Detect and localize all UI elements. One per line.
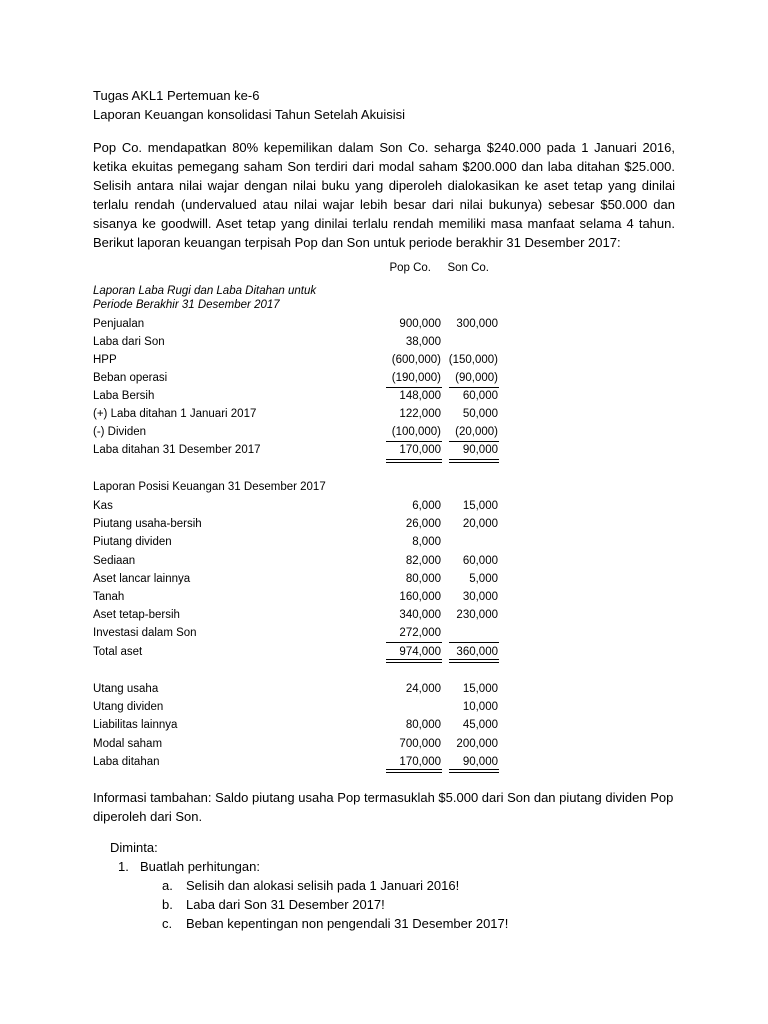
asset-son-value: 20,000 <box>462 518 498 531</box>
underline-son-dividend <box>449 441 499 442</box>
col-header-son: Son Co. <box>447 262 489 274</box>
asset-son-value: 5,000 <box>469 572 498 585</box>
additional-info: Informasi tambahan: Saldo piutang usaha Pop termasuklah $5.000 dari Son dan piutang dividen Pop diperoleh dari Son. <box>93 790 674 824</box>
income-pop-value: 122,000 <box>399 408 441 420</box>
asset-pop-value: 26,000 <box>405 518 441 531</box>
income-heading-line2: Periode Berakhir 31 Desember 2017 <box>93 299 280 311</box>
income-son-value: 50,000 <box>462 408 498 420</box>
underline-pop-assets <box>386 642 442 643</box>
liability-son-value: 90,000 <box>462 755 498 768</box>
sub-item-letter: c. <box>162 916 173 931</box>
asset-son-value: 360,000 <box>456 645 498 658</box>
asset-pop-value: 8,000 <box>412 536 441 549</box>
assignment-subtitle: Laporan Keuangan konsolidasi Tahun Setelah Akuisisi <box>93 107 405 122</box>
liability-son-value: 10,000 <box>462 701 498 714</box>
asset-row <box>93 624 503 642</box>
income-label: (+) Laba ditahan 1 Januari 2017 <box>93 408 257 420</box>
asset-row <box>93 533 503 551</box>
liability-son-value: 15,000 <box>462 683 498 695</box>
asset-pop-value: 80,000 <box>405 572 441 585</box>
sub-item-text: Laba dari Son 31 Desember 2017! <box>186 897 385 912</box>
asset-label: Aset tetap-bersih <box>93 609 180 622</box>
income-pop-value: 170,000 <box>399 444 441 456</box>
asset-pop-value: 340,000 <box>399 609 441 622</box>
income-son-value: (20,000) <box>455 426 498 438</box>
sub-item-letter: a. <box>162 878 173 893</box>
income-son-value: 90,000 <box>462 444 498 456</box>
asset-pop-value: 160,000 <box>399 591 441 603</box>
liability-row <box>93 698 503 716</box>
document-header <box>93 86 675 252</box>
income-label: (-) Dividen <box>93 426 147 438</box>
sub-item-text: Selisih dan alokasi selisih pada 1 Januari 2016! <box>186 878 460 893</box>
asset-row <box>93 497 503 515</box>
income-heading-line1: Laporan Laba Rugi dan Laba Ditahan untuk <box>93 285 317 297</box>
income-row <box>93 315 503 333</box>
income-label: Laba dari Son <box>93 336 165 348</box>
income-pop-value: 148,000 <box>399 390 441 402</box>
income-pop-value: 900,000 <box>399 318 441 330</box>
double-underline-pop-equity <box>386 769 442 773</box>
income-label: HPP <box>93 354 117 366</box>
column-headers <box>93 262 503 278</box>
asset-row <box>93 643 503 661</box>
asset-son-value: 30,000 <box>462 591 498 603</box>
asset-row <box>93 606 503 624</box>
asset-row <box>93 588 503 606</box>
asset-son-value: 15,000 <box>462 500 498 512</box>
sub-item-text: Beban kepentingan non pengendali 31 Desember 2017! <box>186 916 509 931</box>
income-pop-value: (190,000) <box>391 372 441 384</box>
underline-son-operating <box>449 387 499 388</box>
liability-son-value: 200,000 <box>456 737 498 750</box>
liability-label: Laba ditahan <box>93 755 160 768</box>
asset-pop-value: 6,000 <box>412 500 441 512</box>
asset-son-value: 230,000 <box>456 609 498 622</box>
liability-son-value: 45,000 <box>462 719 498 732</box>
asked-item-1 <box>110 857 630 876</box>
asked-item-number: 1. <box>118 859 129 874</box>
col-header-pop: Pop Co. <box>389 262 431 274</box>
liability-pop-value: 24,000 <box>405 683 441 695</box>
asset-label: Total aset <box>93 645 143 658</box>
income-pop-value: 38,000 <box>405 336 441 348</box>
income-pop-value: (100,000) <box>391 426 441 438</box>
asset-label: Investasi dalam Son <box>93 627 197 640</box>
liability-label: Modal saham <box>93 737 163 750</box>
liability-row <box>93 716 503 734</box>
income-label: Laba Bersih <box>93 390 155 402</box>
intro-paragraph: Pop Co. mendapatkan 80% kepemilikan dalam Son Co. seharga $240.000 pada 1 Januari 2016, ketika ekuitas pemegang saham Son terdiri dari modal saham $200.000 dan laba ditahan $25.000. Selisih antara nilai wajar dengan nilai buku yang diperoleh dialokasikan ke aset tetap yang dinilai terlalu rendah (undervalued atau nilai wajar lebih besar dari nilai bukunya) sebesar $50.000 dan sisanya ke goodwill. Aset tetap yang dinilai terlalu rendah memiliki masa manfaat selama 4 tahun. Berikut laporan keuangan terpisah Pop dan Son untuk periode berakhir 31 Desember 2017: <box>93 140 675 250</box>
income-row <box>93 423 503 441</box>
double-underline-pop-re <box>386 459 442 463</box>
asked-section <box>110 838 670 931</box>
liability-pop-value: 80,000 <box>405 719 441 732</box>
sub-item-letter: b. <box>162 897 173 912</box>
double-underline-son-equity <box>449 769 499 773</box>
asset-label: Piutang usaha-bersih <box>93 518 202 531</box>
income-label: Laba ditahan 31 Desember 2017 <box>93 444 261 456</box>
income-row <box>93 369 503 387</box>
income-row <box>93 387 503 405</box>
liability-label: Utang dividen <box>93 701 164 714</box>
asset-label: Kas <box>93 500 113 512</box>
income-son-value: (150,000) <box>448 354 498 366</box>
asset-row <box>93 515 503 533</box>
liability-label: Utang usaha <box>93 683 159 695</box>
asked-item-text: Buatlah perhitungan: <box>140 859 260 874</box>
income-pop-value: (600,000) <box>391 354 441 366</box>
balance-sheet-heading: Laporan Posisi Keuangan 31 Desember 2017 <box>93 481 326 493</box>
asset-label: Piutang dividen <box>93 536 172 549</box>
asset-row <box>93 552 503 570</box>
double-underline-son-total <box>449 659 499 663</box>
income-row <box>93 441 503 459</box>
underline-son-assets <box>449 642 499 643</box>
liability-label: Liabilitas lainnya <box>93 719 178 732</box>
income-son-value: 60,000 <box>462 390 498 402</box>
asset-pop-value: 82,000 <box>405 554 441 567</box>
asset-pop-value: 272,000 <box>399 627 441 640</box>
double-underline-son-re <box>449 459 499 463</box>
asset-label: Tanah <box>93 591 125 603</box>
income-row <box>93 351 503 369</box>
income-label: Penjualan <box>93 318 145 330</box>
underline-pop-dividend <box>386 441 442 442</box>
liability-pop-value: 700,000 <box>399 737 441 750</box>
asked-title: Diminta: <box>110 840 158 855</box>
income-statement-heading <box>93 284 316 312</box>
liability-row <box>93 735 503 753</box>
income-row <box>93 405 503 423</box>
underline-pop-operating <box>386 387 442 388</box>
income-son-value: (90,000) <box>455 372 498 384</box>
asset-row <box>93 570 503 588</box>
asset-label: Aset lancar lainnya <box>93 572 191 585</box>
asset-label: Sediaan <box>93 554 136 567</box>
assignment-title: Tugas AKL1 Pertemuan ke-6 <box>93 88 260 103</box>
liability-pop-value: 170,000 <box>399 755 441 768</box>
income-son-value: 300,000 <box>456 318 498 330</box>
asset-son-value: 60,000 <box>462 554 498 567</box>
liability-row <box>93 680 503 698</box>
income-row <box>93 333 503 351</box>
asset-pop-value: 974,000 <box>399 645 441 658</box>
income-label: Beban operasi <box>93 372 168 384</box>
balance-sheet-heading-row <box>93 478 503 496</box>
double-underline-pop-total <box>386 659 442 663</box>
